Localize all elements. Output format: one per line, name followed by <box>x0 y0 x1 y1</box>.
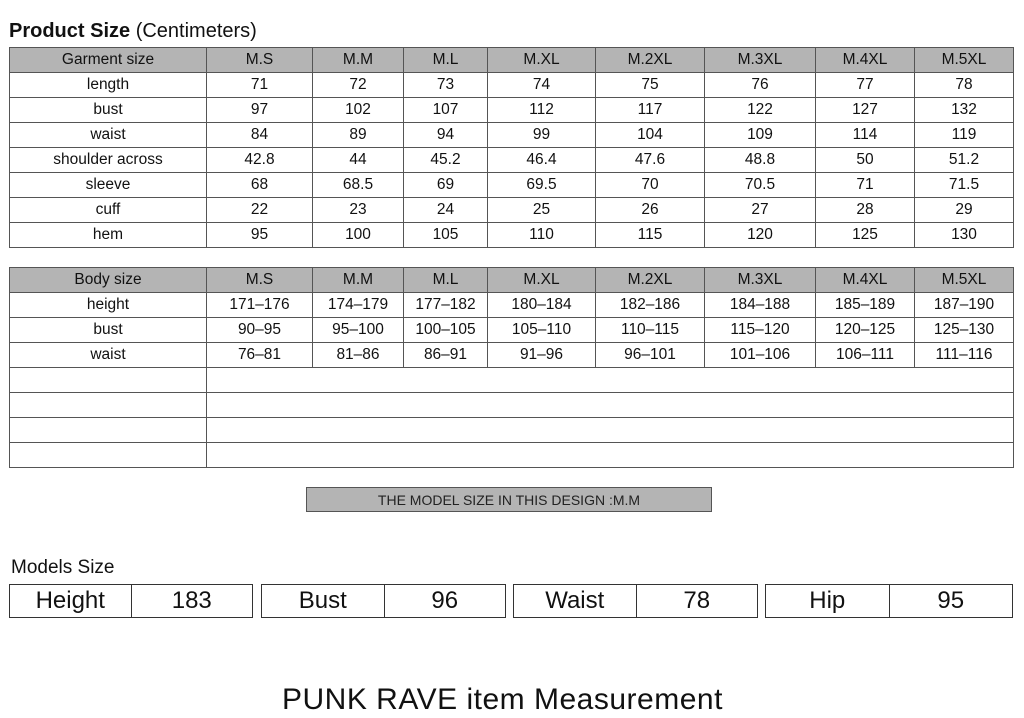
table-cell: 104 <box>596 123 705 148</box>
table-cell: 78 <box>915 73 1014 98</box>
model-hip-value: 95 <box>937 587 965 614</box>
table-row <box>10 173 1014 198</box>
table-cell: 76 <box>705 73 816 98</box>
row-label-cell: length <box>10 73 207 98</box>
table-cell: 76–81 <box>207 343 313 368</box>
table-cell: M.L <box>404 268 488 293</box>
table-cell: 110–115 <box>596 318 705 343</box>
row-label-cell: Garment size <box>10 48 207 73</box>
table-cell: 117 <box>596 98 705 123</box>
model-waist-value: 78 <box>683 587 711 614</box>
table-cell: 69.5 <box>488 173 596 198</box>
table-cell: 184–188 <box>705 293 816 318</box>
table-cell: 81–86 <box>313 343 404 368</box>
table-cell: 114 <box>816 123 915 148</box>
table-cell: 125–130 <box>915 318 1014 343</box>
model-hip-box <box>765 584 1013 618</box>
page-title <box>9 18 257 44</box>
row-label-cell: cuff <box>10 198 207 223</box>
table-cell: 26 <box>596 198 705 223</box>
table-cell: 89 <box>313 123 404 148</box>
table-cell: 68.5 <box>313 173 404 198</box>
row-label-cell: bust <box>10 318 207 343</box>
table-row <box>10 343 1014 368</box>
table-cell: M.S <box>207 268 313 293</box>
table-cell: 70 <box>596 173 705 198</box>
table-cell: 90–95 <box>207 318 313 343</box>
model-bust-box <box>261 584 506 618</box>
empty-row <box>10 443 1014 468</box>
table-cell: M.4XL <box>816 48 915 73</box>
table-cell: M.3XL <box>705 268 816 293</box>
table-cell: 73 <box>404 73 488 98</box>
table-cell: 187–190 <box>915 293 1014 318</box>
table-cell: 25 <box>488 198 596 223</box>
table-cell: 100 <box>313 223 404 248</box>
table-cell: 84 <box>207 123 313 148</box>
row-label-cell: waist <box>10 343 207 368</box>
table-cell: 45.2 <box>404 148 488 173</box>
table-cell: 125 <box>816 223 915 248</box>
model-height-value: 183 <box>171 587 212 614</box>
table-cell: M.5XL <box>915 48 1014 73</box>
empty-row <box>10 418 1014 443</box>
table-cell: 95–100 <box>313 318 404 343</box>
table-cell: 22 <box>207 198 313 223</box>
table-cell: M.M <box>313 268 404 293</box>
table-cell: 69 <box>404 173 488 198</box>
table-cell: 105–110 <box>488 318 596 343</box>
empty-cell <box>10 368 207 393</box>
empty-cell <box>207 368 1014 393</box>
empty-cell <box>207 443 1014 468</box>
model-waist-label: Waist <box>514 585 637 617</box>
row-label-cell: Body size <box>10 268 207 293</box>
table-cell: 119 <box>915 123 1014 148</box>
table-row <box>10 318 1014 343</box>
table-cell: 120 <box>705 223 816 248</box>
table-cell: 111–116 <box>915 343 1014 368</box>
table-cell: 74 <box>488 73 596 98</box>
table-cell: M.XL <box>488 268 596 293</box>
row-label-cell: shoulder across <box>10 148 207 173</box>
model-waist-box <box>513 584 758 618</box>
table-cell: 71 <box>207 73 313 98</box>
table-cell: 42.8 <box>207 148 313 173</box>
row-label-cell: sleeve <box>10 173 207 198</box>
table-row <box>10 73 1014 98</box>
models-size-title: Models Size <box>11 557 115 578</box>
table-cell: 68 <box>207 173 313 198</box>
table-cell: 185–189 <box>816 293 915 318</box>
table-cell: 171–176 <box>207 293 313 318</box>
row-label-cell: height <box>10 293 207 318</box>
table-cell: 48.8 <box>705 148 816 173</box>
table-cell: 99 <box>488 123 596 148</box>
title-main: Product Size <box>9 20 131 42</box>
table-cell: 100–105 <box>404 318 488 343</box>
table-cell: 28 <box>816 198 915 223</box>
table-cell: 107 <box>404 98 488 123</box>
table-cell: 27 <box>705 198 816 223</box>
table-cell: M.2XL <box>596 48 705 73</box>
table-cell: 44 <box>313 148 404 173</box>
table-cell: 77 <box>816 73 915 98</box>
table-cell: 50 <box>816 148 915 173</box>
row-label-cell: waist <box>10 123 207 148</box>
garment-size-table <box>9 47 1014 248</box>
empty-cell <box>10 418 207 443</box>
table-cell: M.5XL <box>915 268 1014 293</box>
model-hip-label: Hip <box>766 585 890 617</box>
table-cell: 75 <box>596 73 705 98</box>
table-cell: 120–125 <box>816 318 915 343</box>
model-height-label: Height <box>10 585 132 617</box>
table-cell: 106–111 <box>816 343 915 368</box>
table-cell: 97 <box>207 98 313 123</box>
table-cell: 115–120 <box>705 318 816 343</box>
table-cell: 91–96 <box>488 343 596 368</box>
table-cell: 109 <box>705 123 816 148</box>
table-cell: 94 <box>404 123 488 148</box>
table-cell: 122 <box>705 98 816 123</box>
empty-row <box>10 368 1014 393</box>
model-size-note: THE MODEL SIZE IN THIS DESIGN :M.M <box>306 487 712 512</box>
model-bust-label: Bust <box>262 585 385 617</box>
table-cell: 130 <box>915 223 1014 248</box>
empty-cell <box>207 418 1014 443</box>
table-cell: 177–182 <box>404 293 488 318</box>
body-header-row <box>10 268 1014 293</box>
table-row <box>10 223 1014 248</box>
table-cell: M.4XL <box>816 268 915 293</box>
table-cell: 110 <box>488 223 596 248</box>
table-cell: 72 <box>313 73 404 98</box>
empty-row <box>10 393 1014 418</box>
table-cell: 115 <box>596 223 705 248</box>
table-cell: M.XL <box>488 48 596 73</box>
table-cell: 96–101 <box>596 343 705 368</box>
table-cell: 29 <box>915 198 1014 223</box>
table-cell: 112 <box>488 98 596 123</box>
models-size-row <box>9 584 1013 618</box>
body-size-table <box>9 267 1014 468</box>
empty-cell <box>10 393 207 418</box>
table-cell: M.2XL <box>596 268 705 293</box>
measurement-heading: PUNK RAVE item Measurement <box>282 683 723 716</box>
table-cell: 105 <box>404 223 488 248</box>
row-label-cell: hem <box>10 223 207 248</box>
empty-cell <box>10 443 207 468</box>
table-cell: M.S <box>207 48 313 73</box>
table-cell: 132 <box>915 98 1014 123</box>
table-row <box>10 198 1014 223</box>
table-cell: 102 <box>313 98 404 123</box>
table-cell: 86–91 <box>404 343 488 368</box>
empty-cell <box>207 393 1014 418</box>
title-unit: (Centimeters) <box>135 20 257 42</box>
garment-header-row <box>10 48 1014 73</box>
table-cell: 127 <box>816 98 915 123</box>
table-cell: 101–106 <box>705 343 816 368</box>
table-row <box>10 123 1014 148</box>
table-cell: 70.5 <box>705 173 816 198</box>
row-label-cell: bust <box>10 98 207 123</box>
table-cell: 174–179 <box>313 293 404 318</box>
table-cell: 23 <box>313 198 404 223</box>
table-cell: 71 <box>816 173 915 198</box>
table-cell: 24 <box>404 198 488 223</box>
table-cell: 46.4 <box>488 148 596 173</box>
table-cell: M.3XL <box>705 48 816 73</box>
table-cell: M.L <box>404 48 488 73</box>
table-cell: 95 <box>207 223 313 248</box>
model-height-box <box>9 584 253 618</box>
table-cell: 51.2 <box>915 148 1014 173</box>
table-cell: M.M <box>313 48 404 73</box>
table-cell: 182–186 <box>596 293 705 318</box>
model-bust-value: 96 <box>431 587 459 614</box>
table-row <box>10 98 1014 123</box>
table-row <box>10 148 1014 173</box>
table-cell: 180–184 <box>488 293 596 318</box>
table-row <box>10 293 1014 318</box>
table-cell: 71.5 <box>915 173 1014 198</box>
table-cell: 47.6 <box>596 148 705 173</box>
